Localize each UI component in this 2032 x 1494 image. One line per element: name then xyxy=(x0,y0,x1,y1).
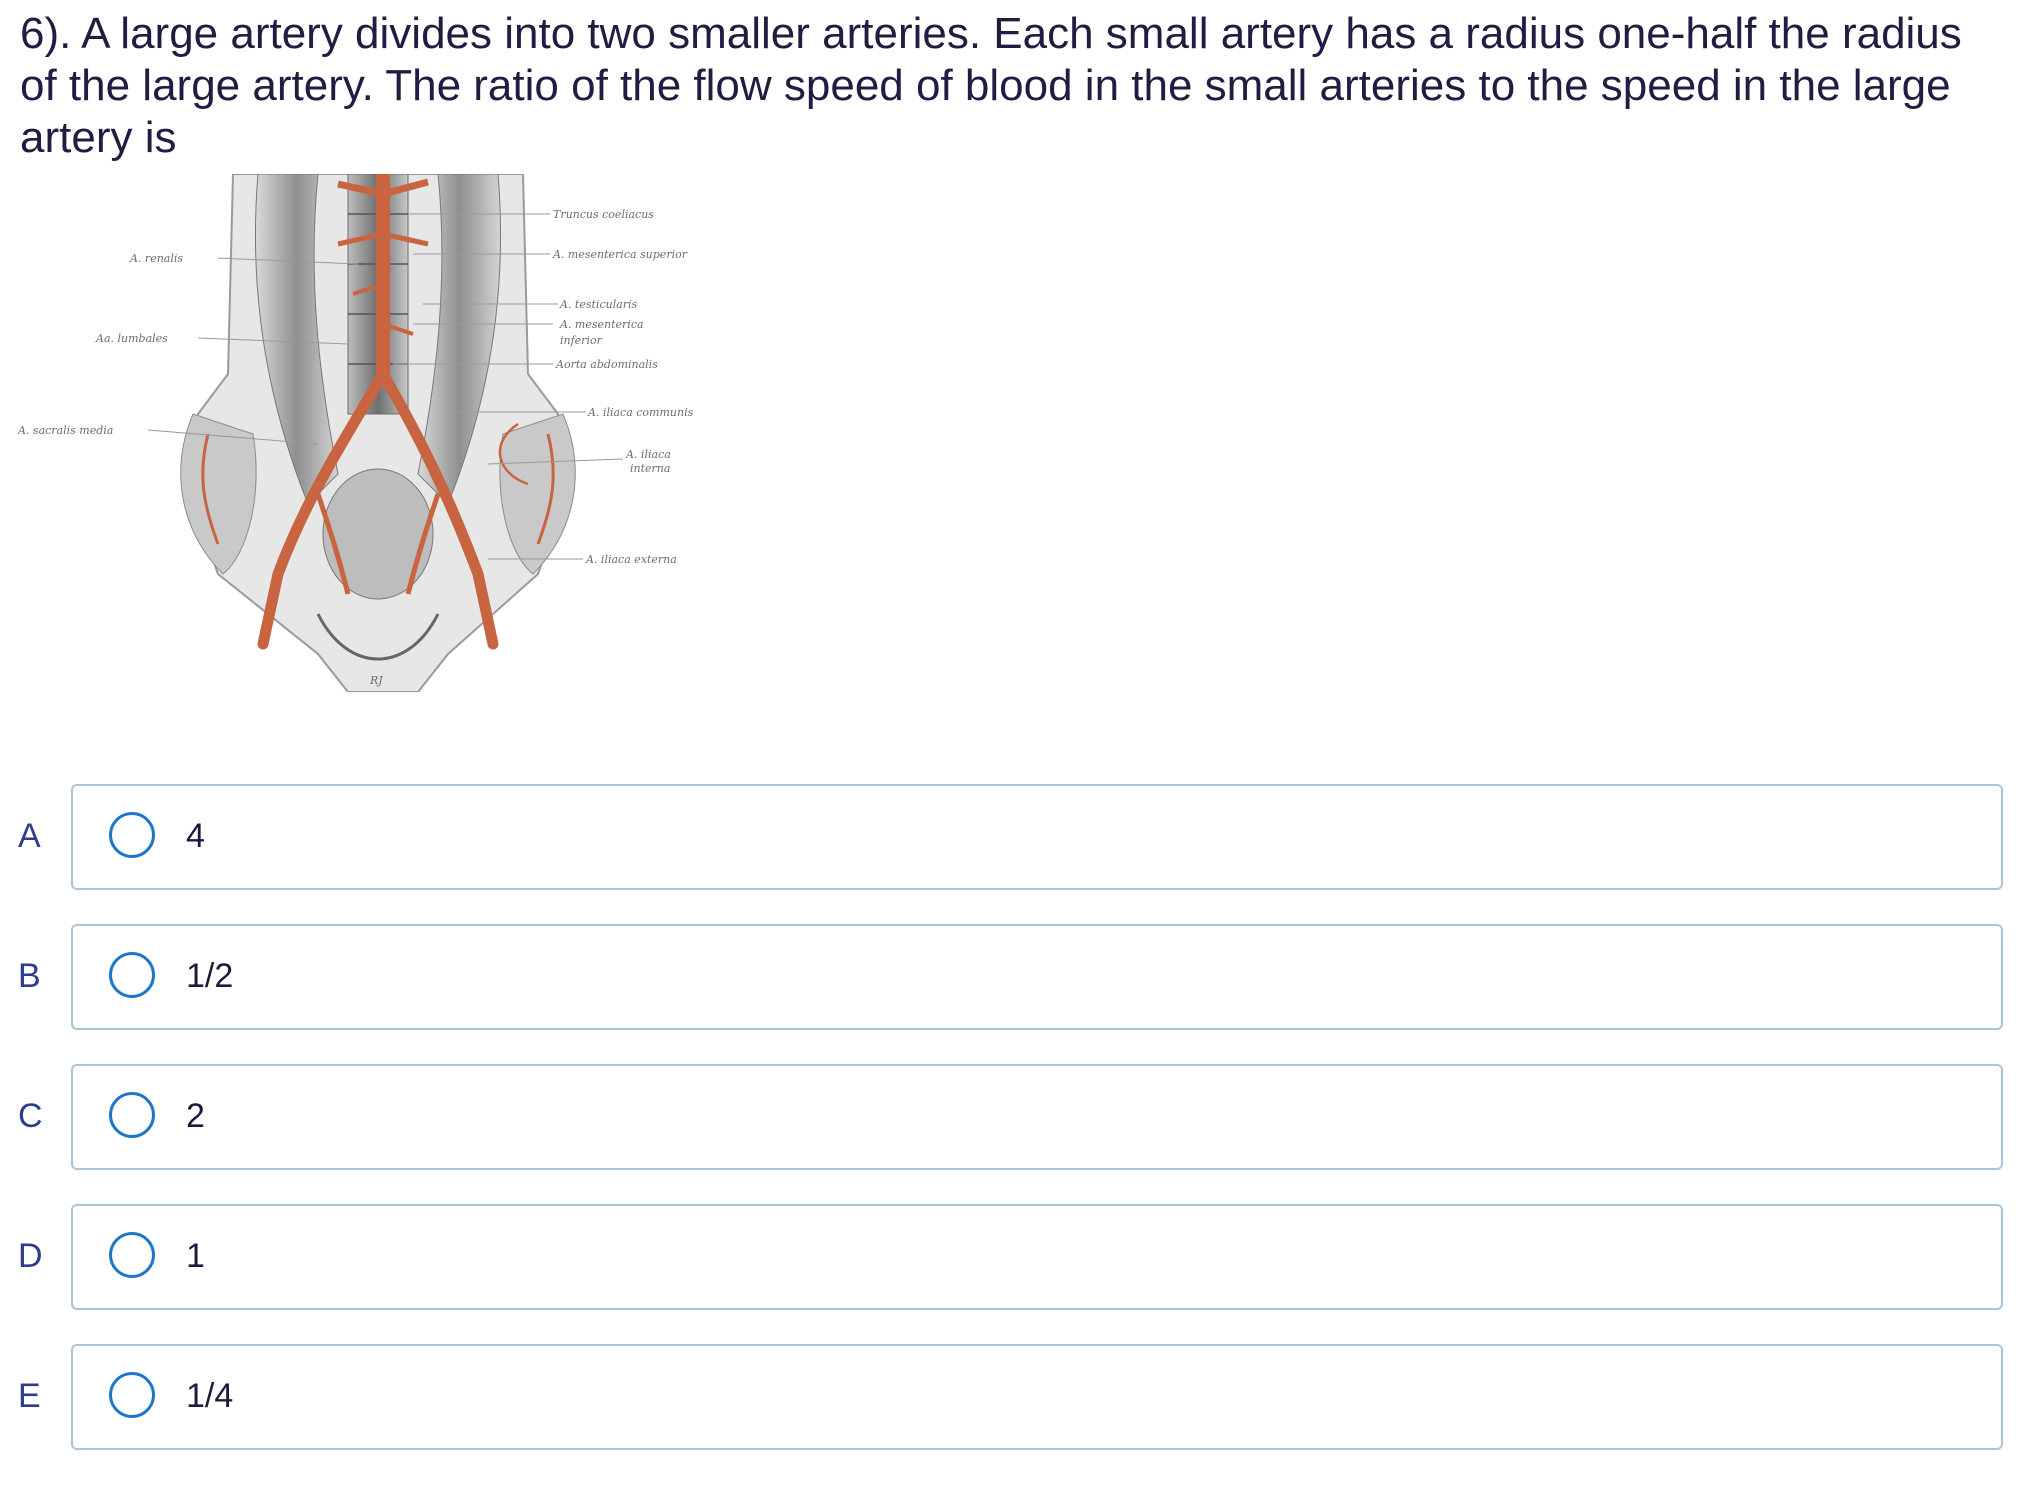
option-e-row xyxy=(0,1344,2032,1450)
radio-button[interactable] xyxy=(109,1372,155,1418)
option-letter: D xyxy=(18,1237,43,1275)
question-text: 6). A large artery divides into two smaller arteries. Each small artery has a radius one-half the radius of the large artery. The ratio of the flow speed of blood in the small arteries to the speed in the large artery is xyxy=(20,9,1962,162)
option-b-box[interactable] xyxy=(71,924,2003,1030)
option-letter: B xyxy=(18,957,41,995)
option-d-row xyxy=(0,1204,2032,1310)
option-value: 1/2 xyxy=(186,957,234,995)
label-iliaca-externa: A. iliaca externa xyxy=(586,553,677,566)
option-value: 4 xyxy=(186,817,205,855)
label-sacralis: A. sacralis media xyxy=(18,424,114,437)
label-iliaca-communis: A. iliaca communis xyxy=(588,406,694,419)
option-c-box[interactable] xyxy=(71,1064,2003,1170)
option-value: 1 xyxy=(186,1237,205,1275)
option-c-row xyxy=(0,1064,2032,1170)
label-mesenterica-inf-1: A. mesenterica xyxy=(560,318,644,331)
label-renalis: A. renalis xyxy=(130,252,184,265)
option-b-row xyxy=(0,924,2032,1030)
bladder xyxy=(323,469,433,599)
arteries-illustration xyxy=(18,174,738,692)
label-iliaca-interna-1: A. iliaca xyxy=(626,448,671,461)
radio-button[interactable] xyxy=(109,1092,155,1138)
option-value: 2 xyxy=(186,1097,205,1135)
option-e-box[interactable] xyxy=(71,1344,2003,1450)
option-value: 1/4 xyxy=(186,1377,234,1415)
label-aorta: Aorta abdominalis xyxy=(556,358,658,371)
option-a-box[interactable] xyxy=(71,784,2003,890)
label-truncus: Truncus coeliacus xyxy=(553,208,654,221)
option-a-row xyxy=(0,784,2032,890)
option-letter: E xyxy=(18,1377,41,1415)
label-lumbales: Aa. lumbales xyxy=(96,332,168,345)
option-d-box[interactable] xyxy=(71,1204,2003,1310)
label-iliaca-interna-2: interna xyxy=(630,462,671,475)
label-testicularis: A. testicularis xyxy=(560,298,638,311)
option-letter: C xyxy=(18,1097,43,1135)
label-mesenterica-sup: A. mesenterica superior xyxy=(553,248,687,261)
signature: RJ xyxy=(370,674,383,687)
radio-button[interactable] xyxy=(109,812,155,858)
label-mesenterica-inf-2: inferior xyxy=(560,334,602,347)
radio-button[interactable] xyxy=(109,952,155,998)
radio-button[interactable] xyxy=(109,1232,155,1278)
option-letter: A xyxy=(18,817,41,855)
